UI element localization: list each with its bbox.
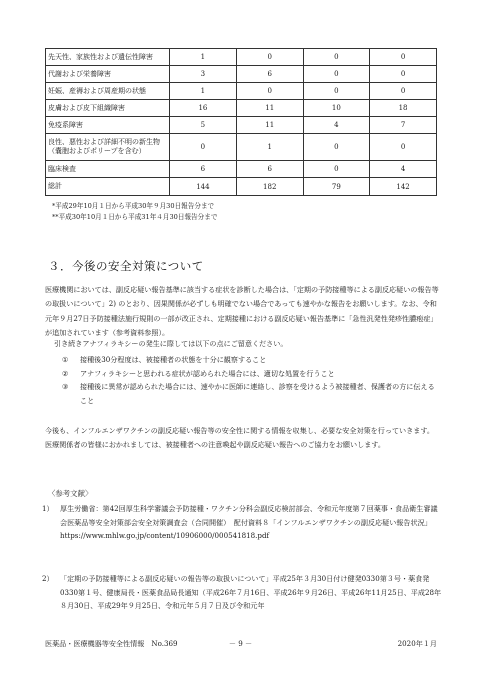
table-cell: 3 — [169, 66, 236, 83]
row-label: 臨床検査 — [46, 161, 170, 178]
reference-text: 厚生労働省：第42回厚生科学審議会予防接種・ワクチン分科会副反応検討部会、令和元年度第７回薬事・食品衛生審議会医薬品等安全対策部会安全対策調査会（合同開催） 配付資料８「インフルエンザワクチンの副反応疑い報告状況」 — [60, 504, 438, 527]
table-cell: 4 — [303, 117, 369, 134]
row-label: 先天性、家族性および遺伝性障害 — [46, 49, 170, 66]
list-marker: ① — [62, 355, 69, 364]
row-label: 総計 — [46, 178, 170, 196]
reference-text: 「定期の予防接種等による副反応疑いの報告等の取扱いについて」平成25年３月30日付け健発0330第３号・薬食発0330第１号、健康局長・医薬食品局長通知（平成26年７月16日、平成26年９月26日、平成26年11月25日、平成28年８月30日、平成29年９月25日、令和元年５月７日及び令和元年 — [60, 574, 442, 610]
table-cell: 144 — [169, 178, 236, 196]
table-row — [46, 49, 437, 66]
row-label: 免疫系障害 — [46, 117, 170, 134]
section-heading: ３．今後の安全対策について — [48, 259, 204, 273]
row-label: 良性、悪性および詳細不明の新生物（嚢胞およびポリープを含む） — [46, 134, 170, 161]
list-item — [62, 353, 440, 367]
table-cell: 1 — [236, 134, 303, 161]
footnote-2: **平成30年10月１日から平成31年４月30日報告分まで — [52, 213, 218, 221]
references-title: 〈参考文献〉 — [48, 489, 93, 498]
paragraph-future-measures: 今後も、インフルエンザワクチンの副反応疑い報告等の安全性に関する情報を収集し、必要な安全対策を行っていきます。医療関係者の皆様におかれましては、被接種者への注意喚起や副反応疑い報告へのご協力をお願いします。 — [45, 426, 434, 450]
table-cell: 11 — [236, 100, 303, 117]
precaution-list — [62, 353, 440, 407]
table-cell: 18 — [370, 100, 437, 117]
table-cell: 0 — [303, 134, 369, 161]
table-row — [46, 134, 437, 161]
table-cell: 0 — [303, 49, 369, 66]
table-cell: 0 — [370, 66, 437, 83]
table-cell: 182 — [236, 178, 303, 196]
list-item — [62, 380, 440, 407]
table-row — [46, 100, 437, 117]
table-cell: 0 — [169, 134, 236, 161]
table-row — [46, 178, 437, 196]
table-cell: 1 — [169, 49, 236, 66]
table-cell: 6 — [236, 66, 303, 83]
table-cell: 6 — [236, 161, 303, 178]
table-cell: 142 — [370, 178, 437, 196]
reference-number: 1） — [42, 504, 54, 513]
table-row — [46, 117, 437, 134]
reference-item — [42, 502, 442, 543]
footer-publication: 医薬品・医療機器等安全性情報 No.369 — [45, 639, 178, 648]
table-cell: 0 — [303, 66, 369, 83]
table-cell: 0 — [370, 49, 437, 66]
list-marker: ③ — [62, 382, 69, 391]
row-label: 皮膚および皮下組織障害 — [46, 100, 170, 117]
list-marker: ② — [62, 368, 69, 378]
table-cell: 11 — [236, 117, 303, 134]
table-cell: 1 — [169, 83, 236, 100]
paragraph-report-request: 医療機関においては、副反応疑い報告基準に該当する症状を診断した場合は、「定期の予防接種等による副反応疑いの報告等の取扱いについて」2) のとおり、因果関係が必ずしも明確でない場合であっても速やかな報告をお願いします。なお、令和元年９月27日予防接種法施行規則の一部が改正され、定期接種における副反応疑い報告基準に「急性汎発性発疹性膿疱症」が追加されています（参考資料参照）。 — [45, 285, 439, 337]
list-item — [62, 367, 440, 381]
table-cell: 79 — [303, 178, 369, 196]
table-cell: 10 — [303, 100, 369, 117]
reference-url[interactable]: https://www.mhlw.go.jp/content/10906000/000541818.pdf — [60, 531, 270, 540]
reference-number: 2） — [42, 574, 54, 583]
table-cell: 6 — [169, 161, 236, 178]
footer-date: 2020年１月 — [397, 639, 437, 648]
table-cell: 4 — [370, 161, 437, 178]
adverse-reaction-table — [45, 48, 437, 196]
list-item-text: 接種後30分程度は、被接種者の状態を十分に観察すること — [80, 355, 267, 364]
anaphylaxis-intro: 引き続きアナフィラキシーの発生に際しては以下の点にご留意ください。 — [54, 339, 288, 348]
table-cell: 0 — [370, 83, 437, 100]
table-cell: 7 — [370, 117, 437, 134]
table-cell: 0 — [303, 83, 369, 100]
table-cell: 0 — [303, 161, 369, 178]
table-cell: 0 — [236, 49, 303, 66]
row-label: 妊娠、産褥および周産期の状態 — [46, 83, 170, 100]
footnote-1: *平成29年10月１日から平成30年９月30日報告分まで — [52, 202, 215, 210]
table-row — [46, 83, 437, 100]
table-cell: 16 — [169, 100, 236, 117]
footer-page-number: － 9 － — [228, 639, 253, 648]
list-item-text: アナフィラキシーと思われる症状が認められた場合には、適切な処置を行うこと — [80, 368, 335, 378]
table-cell: 0 — [370, 134, 437, 161]
list-item-text: 接種後に異常が認められた場合には、速やかに医師に連絡し、診察を受けるよう被接種者、保護者の方に伝えること — [80, 382, 435, 405]
reference-item — [42, 572, 442, 613]
table-row — [46, 161, 437, 178]
row-label: 代謝および栄養障害 — [46, 66, 170, 83]
table-row — [46, 66, 437, 83]
table-cell: 0 — [236, 83, 303, 100]
table-cell: 5 — [169, 117, 236, 134]
